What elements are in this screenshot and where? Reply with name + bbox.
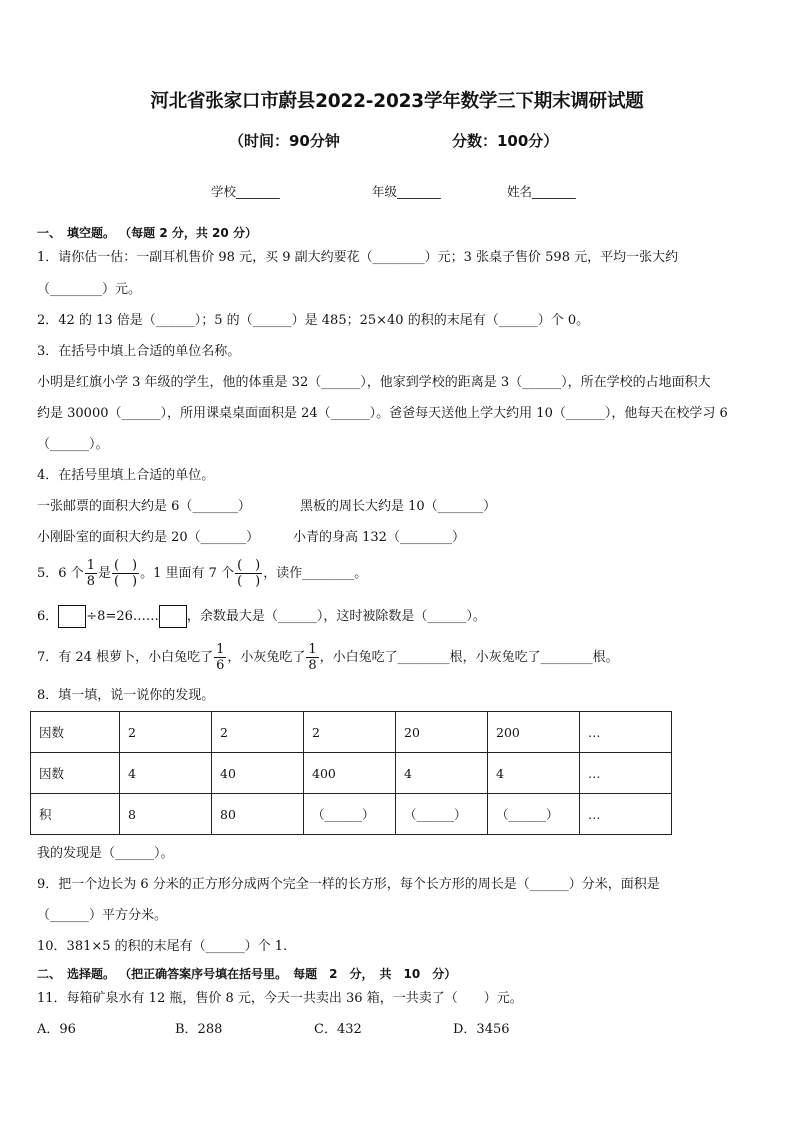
school-field: 学校_______ (211, 184, 280, 199)
q5 (37, 556, 367, 592)
q7-fraction-2 (306, 642, 318, 673)
q3-stem: 3．在括号中填上合适的单位名称。 (37, 344, 241, 359)
q6-mid: ÷8=26…… (86, 609, 159, 624)
table-cell: 20 (396, 712, 488, 753)
table-cell: 2 (304, 712, 396, 753)
table-cell: 4 (488, 753, 580, 794)
option-a: A．96 (37, 1022, 76, 1037)
q5-fraction-2 (112, 558, 139, 589)
remainder-box (159, 605, 187, 628)
q4-d: 小青的身高 132（________） (293, 530, 465, 545)
q6 (37, 605, 486, 629)
q5-f3-numerator: ( ) (237, 558, 261, 573)
table-cell: （______） (304, 794, 396, 835)
table-cell: （______） (488, 794, 580, 835)
exam-score: 分数：100分） (452, 132, 559, 150)
table-cell: 40 (212, 753, 304, 794)
q1-line2: （________）元。 (37, 282, 142, 297)
table-cell: 2 (212, 712, 304, 753)
exam-title: 河北省张家口市蔚县2022-2023学年数学三下期末调研试题 (150, 91, 644, 112)
q7-f1-numerator: 1 (216, 642, 225, 657)
dividend-box (58, 605, 86, 628)
q5-f1-denominator: 8 (86, 574, 95, 589)
q9-line1: 9．把一个边长为 6 分米的正方形分成两个完全一样的长方形，每个长方形的周长是（______）分米，面积是 (37, 877, 660, 892)
table-row (31, 712, 672, 753)
q10: 10．381×5 的积的末尾有（______）个 1. (37, 939, 288, 954)
q5-post: ，读作________。 (263, 566, 368, 581)
exam-time: （时间：90分钟 (229, 132, 340, 150)
grade-field: 年级_______ (372, 184, 441, 199)
table-cell: … (580, 712, 672, 753)
table-cell: 2 (120, 712, 212, 753)
q7-f2-denominator: 8 (308, 658, 317, 673)
name-field: 姓名_______ (507, 184, 576, 199)
table-cell: 400 (304, 753, 396, 794)
q6-pre: 6． (37, 609, 59, 624)
q9-line2: （______）平方分米。 (37, 908, 168, 923)
section-1-title: 一、 填空题。 （每题 2 分，共 20 分） (37, 226, 257, 240)
table-cell: … (580, 753, 672, 794)
q8-finding: 我的发现是（______）。 (37, 846, 174, 861)
q7-f2-numerator: 1 (308, 642, 317, 657)
q5-mid1: 是 (97, 566, 111, 581)
option-d: D．3456 (453, 1022, 510, 1037)
table-cell: 4 (120, 753, 212, 794)
q5-pre: 5．6 个 (37, 566, 84, 581)
q3-line2: 约是 30000（______），所用课桌桌面面积是 24（______）。爸爸每天送他上学大约用 10（______），他每天在校学习 6 (37, 406, 728, 421)
q3-line1: 小明是红旗小学 3 年级的学生，他的体重是 32（______），他家到学校的距离是 3（______），所在学校的占地面积大 (37, 375, 711, 390)
table-cell: 8 (120, 794, 212, 835)
q7-mid: ，小灰兔吃了 (227, 650, 306, 665)
table-cell: 200 (488, 712, 580, 753)
q5-f2-numerator: ( ) (113, 558, 138, 573)
table-row (31, 794, 672, 835)
table-cell: … (580, 794, 672, 835)
q6-post: ，余数最大是（______），这时被除数是（______）。 (186, 609, 486, 624)
q2: 2．42 的 13 倍是（______）；5 的（______）是 485；25×40 的积的末尾有（______）个 0。 (37, 313, 590, 328)
q1-line1: 1．请你估一估：一副耳机售价 98 元，买 9 副大约要花（________）元；3 张桌子售价 598 元，平均一张大约 (37, 250, 679, 265)
q4-c: 小刚卧室的面积大约是 20（_______） (37, 530, 260, 545)
table-cell: 因数 (31, 712, 120, 753)
q7-pre: 7．有 24 根萝卜，小白兔吃了 (37, 650, 214, 665)
table-cell: 积 (31, 794, 120, 835)
table-cell: （______） (396, 794, 488, 835)
table-cell: 因数 (31, 753, 120, 794)
q7 (37, 640, 619, 676)
q5-f3-denominator: ( ) (237, 574, 261, 589)
q7-post: ，小白兔吃了________根，小灰兔吃了________根。 (319, 650, 619, 665)
q5-mid2: 。1 里面有 7 个 (140, 566, 235, 581)
q5-f1-numerator: 1 (86, 558, 95, 573)
q5-fraction-3 (235, 558, 262, 589)
q8-stem: 8．填一填，说一说你的发现。 (37, 688, 215, 703)
q3-line3: （______）。 (37, 437, 109, 452)
option-c: C．432 (314, 1022, 362, 1037)
q7-f1-denominator: 6 (216, 658, 225, 673)
q4-stem: 4．在括号里填上合适的单位。 (37, 468, 215, 483)
factor-product-table (30, 711, 672, 835)
section-2-title: 二、 选择题。 （把正确答案序号填在括号里。 每题 2 分， 共 10 分） (37, 967, 457, 981)
q4-a: 一张邮票的面积大约是 6（_______） (37, 499, 251, 514)
table-cell: 4 (396, 753, 488, 794)
table-cell: 80 (212, 794, 304, 835)
option-b: B．288 (175, 1022, 223, 1037)
q11: 11．每箱矿泉水有 12 瓶，售价 8 元，今天一共卖出 36 箱，一共卖了（ ）元。 (37, 991, 523, 1006)
q5-f2-denominator: ( ) (113, 574, 138, 589)
table-row (31, 753, 672, 794)
q7-fraction-1 (214, 642, 226, 673)
q4-b: 黑板的周长大约是 10（_______） (300, 499, 497, 514)
q5-fraction-1 (85, 558, 97, 589)
